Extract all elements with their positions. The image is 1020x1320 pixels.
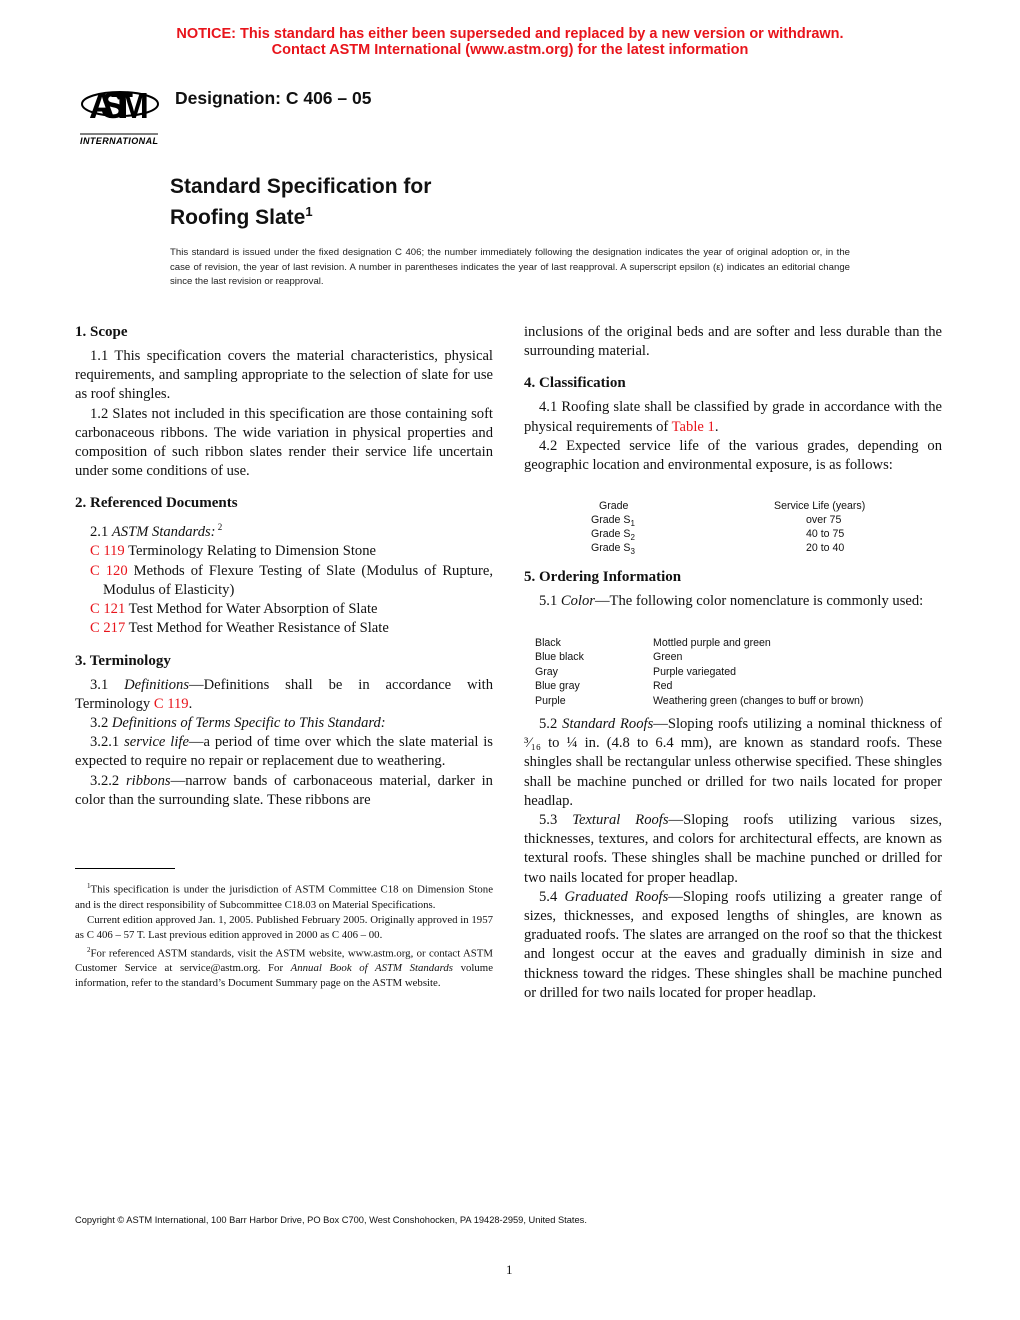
notice-line-2: Contact ASTM International (www.astm.org) for the latest information <box>271 41 749 58</box>
color-nomenclature-table <box>535 636 945 708</box>
table-cell-grade: Grade $S_2$ <box>591 528 635 543</box>
color-name: Blue gray <box>535 680 580 693</box>
section-heading-scope: 1. Scope <box>75 324 128 340</box>
color-name: Black <box>535 637 561 649</box>
paragraph-3-1: 3.1 Definitions—Definitions shall be in accordance with Terminology C 119. <box>75 676 494 712</box>
paragraph-5-1: 5.1 Color—The following color nomenclature is commonly used: <box>539 593 924 609</box>
paragraph-3-2-1: 3.2.1 service life—a period of time over which the slate material is expected to require no repair or replacement due to weathering. <box>75 734 493 770</box>
color-name: Red <box>653 680 673 693</box>
table-1-link[interactable]: Table 1 <box>671 418 715 435</box>
paragraph-4-1: 4.1 Roofing slate shall be classified by grade in accordance with the physical requirements of Table 1. <box>524 399 942 435</box>
paragraph-3-2: 3.2 Definitions of Terms Specific to This Standard: <box>90 714 386 731</box>
right-column-section-5-cont <box>524 715 942 1003</box>
right-column <box>524 323 942 475</box>
footnotes <box>75 879 493 991</box>
paragraph-3-2-2: 3.2.2 ribbons—narrow bands of carbonaceous material, darker in color than the surrounding slate. These ribbons are <box>75 772 493 808</box>
service-life-table <box>524 499 944 559</box>
table-header-service-life: Service Life (years) <box>774 500 866 512</box>
paragraph-5-3: 5.3 Textural Roofs—Sloping roofs utilizing various sizes, thicknesses, textures, and colors for architectural effects, are known as textural roofs. These shingles shall be machine punched or drilled for two nails located for proper headlap. <box>524 812 942 886</box>
reference-item: C 217 Test Method for Weather Resistance of Slate <box>90 620 389 637</box>
designation: Designation: C 406 – 05 <box>175 88 372 108</box>
terminology-link[interactable]: C 119 <box>153 695 189 712</box>
color-name: Purple <box>535 694 566 707</box>
table-cell-grade: Grade $S_3$ <box>591 542 635 557</box>
supersession-notice <box>0 27 1020 58</box>
paragraph-5-2: 5.2 Standard Roofs—Sloping roofs utilizing a nominal thickness of ³⁄₁₆ to ¼ in. (4.8 to 6.4 mm), are known as standard roofs. These shingles shall be rectangular unless otherwise specified. These shingles shall be machine punched or drilled for two nails located for proper headlap. <box>524 716 942 809</box>
paragraph-4-2: 4.2 Expected service life of the various grades, depending on geographic location and environmental exposure, is as follows: <box>524 437 942 474</box>
section-heading-classification: 4. Classification <box>524 375 626 392</box>
page-number: 1 <box>506 1262 513 1277</box>
reference-link[interactable]: C 217 <box>90 620 126 637</box>
footnote-divider <box>75 868 175 869</box>
footnote-2: $^2$For referenced ASTM standards, visit the ASTM website, www.astm.org, or contact ASTM Customer Service at service@astm.org. For Annual Book of ASTM Standards volume information, refer to the standard’s Document Summary page on the ASTM website. <box>75 945 493 990</box>
color-name: Purple variegated <box>653 665 737 678</box>
table-header-grade: Grade <box>599 500 629 512</box>
paragraph-2-1: 2.1 ASTM Standards: $^2$ <box>90 522 223 541</box>
table-cell-life: over 75 <box>806 514 842 526</box>
color-name: Weathering green (changes to buff or brown) <box>653 694 864 707</box>
reference-link[interactable]: C 120 <box>90 562 128 579</box>
preface: This standard is issued under the fixed designation C 406; the number immediately following the designation indicates the year of original adoption or, in the case of revision, the year of last revision. A number in parentheses indicates the year of last reapproval. A superscript epsilon (ε) indicates an editorial change since the last revision or reapproval. <box>170 247 850 288</box>
reference-item: C 120 Methods of Flexure Testing of Slate (Modulus of Rupture, Modulus of Elasticity) <box>90 562 493 598</box>
color-name: Green <box>653 651 683 664</box>
paragraph-1-1: 1.1 This specification covers the material characteristics, physical requirements, and sampling appropriate to the selection of slate for use as roof shingles. <box>75 348 493 403</box>
notice-line-1: NOTICE: This standard has either been superseded and replaced by a new version or withdrawn. <box>176 26 844 42</box>
color-name: Gray <box>535 665 558 678</box>
footnote-1-edition: Current edition approved Jan. 1, 2005. Published February 2005. Originally approved in 1957 as C 406 – 57 T. Last previous edition approved in 2000 as C 406 – 00. <box>75 913 493 941</box>
svg-text:INTERNATIONAL: INTERNATIONAL <box>80 136 158 146</box>
section-heading-ordering-information: 5. Ordering Information <box>524 569 682 585</box>
title-footnote-ref[interactable]: 1 <box>305 204 313 219</box>
paragraph-5-4: 5.4 Graduated Roofs—Sloping roofs utilizing a greater range of sizes, thicknesses, and exposed lengths of shingles, are known as graduated roofs. The slates are arranged on the roof so that the thickest and longest occur at the eaves and gradually diminish in size and thickness toward the ridges. These shingles shall be machine punched or drilled for two nails located for proper headlap. <box>524 888 943 1001</box>
table-cell-life: 40 to 75 <box>806 528 845 540</box>
right-column-section-5 <box>524 568 942 611</box>
footnote-1: $^1$This specification is under the jurisdiction of ASTM Committee C18 on Dimension Stone and is the direct responsibility of Subcommittee C18.03 on Material Specifications. <box>75 882 493 911</box>
color-name: Blue black <box>535 651 584 664</box>
title-line-1: Standard Specification for <box>170 175 432 198</box>
section-heading-referenced-documents: 2. Referenced Documents <box>75 495 238 512</box>
paragraph-1-2: 1.2 Slates not included in this specification are those containing soft carbonaceous ribbons. The wide variation in physical properties and composition of such ribbon slates render their service life uncertain under some conditions of use. <box>75 405 493 480</box>
paragraph-3-2-2-continued: inclusions of the original beds and are softer and less durable than the surrounding material. <box>524 324 942 360</box>
table-cell-grade: Grade $S_1$ <box>591 514 635 529</box>
title-line-2: Roofing Slate <box>170 206 306 229</box>
reference-list <box>75 542 493 638</box>
svg-text:ASTM: ASTM <box>89 85 149 126</box>
section-heading-terminology: 3. Terminology <box>75 652 171 669</box>
copyright: Copyright © ASTM International, 100 Barr Harbor Drive, PO Box C700, West Conshohocken, PA 19428-2959, United States. <box>75 1215 587 1225</box>
color-name: Mottled purple and green <box>653 637 771 649</box>
reference-link[interactable]: C 121 <box>90 601 126 618</box>
left-column <box>75 323 493 810</box>
reference-item: C 119 Terminology Relating to Dimension Stone <box>90 543 376 560</box>
reference-item: C 121 Test Method for Water Absorption of Slate <box>90 601 378 618</box>
document-title <box>170 174 431 230</box>
table-cell-life: 20 to 40 <box>806 542 845 554</box>
astm-logo <box>78 74 160 148</box>
reference-link[interactable]: C 119 <box>90 543 125 560</box>
